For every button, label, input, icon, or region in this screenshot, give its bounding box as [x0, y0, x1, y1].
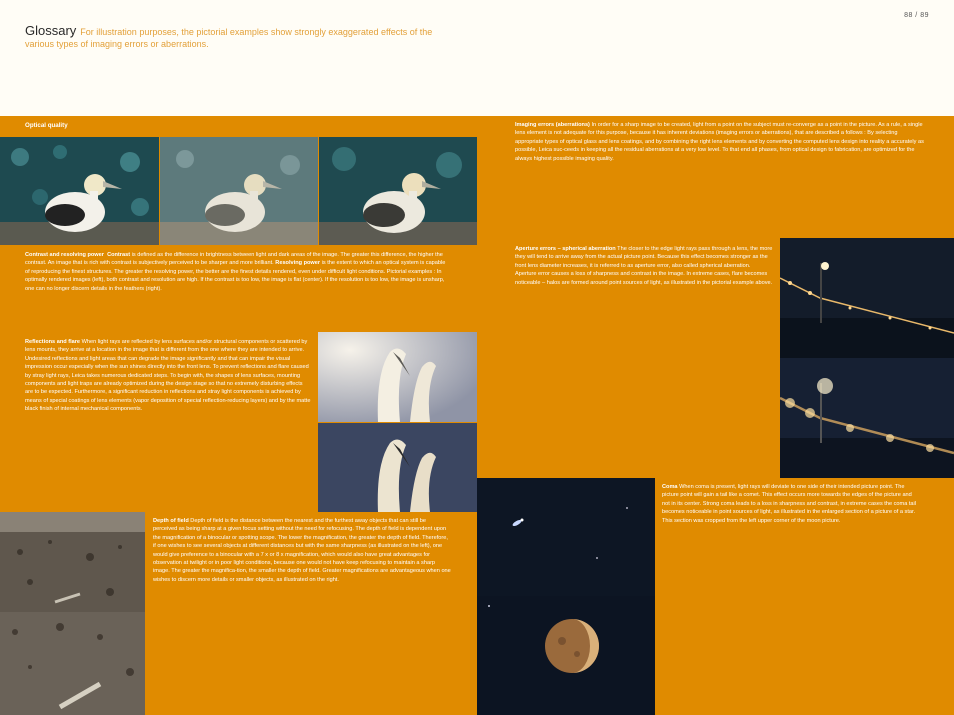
contrast-lead: Contrast — [107, 252, 131, 258]
aperture-text — [515, 245, 773, 287]
coma-body: When coma is present, light rays will deviate to one side of their intended picture point. The picture point will gain a tail like a comet. This effect occurs more towards the edges of the picture and not in its center. Strong coma leads to a loss in sharpness and contrast, in extreme cases the coma tail becomes noticeable in point sources of light, as illustrated in the enlarged section of a picture of a star. This section was cropped from the left upper corner of the moon picture. — [662, 484, 917, 524]
depth-of-field-heading: Depth of field — [153, 518, 189, 524]
star-coma-photo — [477, 478, 655, 596]
page-title: Glossary — [25, 23, 77, 38]
reflections-body: When light rays are reflected by lens surfaces and/or structural components or scattered by lens mounts, they arrive at a location in the image that is different from the one where they are intended to arrive. Undesired reflections and light areas that can degrade the image significantly and that can impair the visual impression occur especially when the sun shines directly into the front lens. To prevent reflections and flare caused by stray light rays, Leica takes numerous dedicated steps. To begin with, the shapes of lens surfaces, mounting components and light traps are already optimized during the design stage so that no extremely disturbing effects are to be expected. Furthermore, a significant reduction in reflections and stray light components is achieved by means of special coatings of lens elements (vapor deposition of special reflection-reducing layers) and by the matte black finish of internal mechanical components. — [25, 339, 311, 413]
contrast-body-2: is the extent to which an optical system is capable of reproducing the finest structures. The greater the resolving power, the better are the finest details rendered, even under difficult light conditions. Pictorial examples : In optimally rendered images (left), both contrast and resolution are high. If the contrast is too low, the image is flat (center). If the resolution is too low, the image is unsharp, one can no longer discern details in the feathers (right). — [25, 260, 446, 292]
depth-of-field-body: Depth of field is the distance between the nearest and the furthest away objects that can still be perceived as being sharp at a given focus setting without the need for refocusing. The depth of field is dependent upon the magnification of a binocular or spotting scope. The lower the magnification, the greater the depth of field. Therefore, if one wishes to see several objects at different distances but with the same sharpness (as illustrated on the left), one would give preference to a binocular with a 7 x or 8 x magnification, which would also have great advantages for observation at twilight or in poor light conditions, because one would not have keep refocusing to maintain a sharp image. The greater the magnifica-tion, the smaller the depth of field. Greater magnifications are advantageous when one wishes to discern more details or smaller objects, as illustrated on the right. — [153, 518, 451, 583]
night-photo-aberration — [780, 358, 954, 478]
aperture-heading: Aperture errors – spherical aberration — [515, 246, 616, 252]
coma-text — [662, 483, 917, 525]
depth-of-field-text — [153, 517, 451, 584]
moon-photo — [477, 596, 655, 715]
imaging-errors-body: In order for a sharp image to be created, light from a point on the subject must re-converge as a point in the picture. As a rule, a single lens element is not adequate for this purpose, because it has inherent deviations (imaging errors or aberrations), that are described a follows : By selecting appropriate types of optical glass and lens coatings, and by combining the right lens elements and by converting the computed lens design into reality a accurately as possible, Leica suc-ceeds in keeping all the residual aberrations at a very low level. To that end all phases, from optical design to fabrication, are optimized for the always highest possible imaging quality. — [515, 122, 924, 162]
contrast-body-1: is defined as the difference in brightness between light and dark areas of the image. The greater this difference, the higher the contrast. An image that is rich with contrast is subjectively perceived to be sharper and more brilliant. — [25, 252, 443, 267]
gannet-photo-blurred — [319, 137, 477, 245]
imaging-errors-text — [515, 121, 927, 163]
reflections-heading: Reflections and flare — [25, 339, 81, 345]
page-numbers: 88 / 89 — [904, 12, 929, 19]
flare-photo-top — [318, 332, 477, 422]
contrast-heading: Contrast and resolving power — [25, 252, 104, 258]
imaging-errors-heading: Imaging errors (aberrations) — [515, 122, 590, 128]
contrast-text — [25, 251, 447, 293]
aperture-body: The closer to the edge light rays pass through a lens, the more they will tend to arrive away from the actual picture point. Because this effect becomes stronger as the front lens diameter increases, it is referred to as aperture error, also called spherical aberration. Aperture error causes a loss of sharpness and contrast in the image. In extreme cases, flare becomes noticeable – halos are formed around point sources of light, as illustrated in the pictorial example above. — [515, 246, 773, 286]
page-subtitle: For illustration purposes, the pictorial examples show strongly exaggerated effects of the various types of imaging errors or aberrations. — [25, 27, 433, 49]
reflections-text — [25, 338, 312, 414]
coma-heading: Coma — [662, 484, 678, 490]
gannet-photo-low-contrast — [160, 137, 318, 245]
beach-photo-top — [0, 512, 145, 612]
gannet-photo-sharp — [0, 137, 159, 245]
page-header — [25, 25, 445, 50]
night-photo-sharp — [780, 238, 954, 358]
resolving-power-lead: Resolving power — [275, 260, 321, 267]
optical-quality-label: Optical quality — [25, 122, 68, 129]
beach-photo-bottom — [0, 612, 145, 715]
flare-photo-bottom — [318, 423, 477, 512]
